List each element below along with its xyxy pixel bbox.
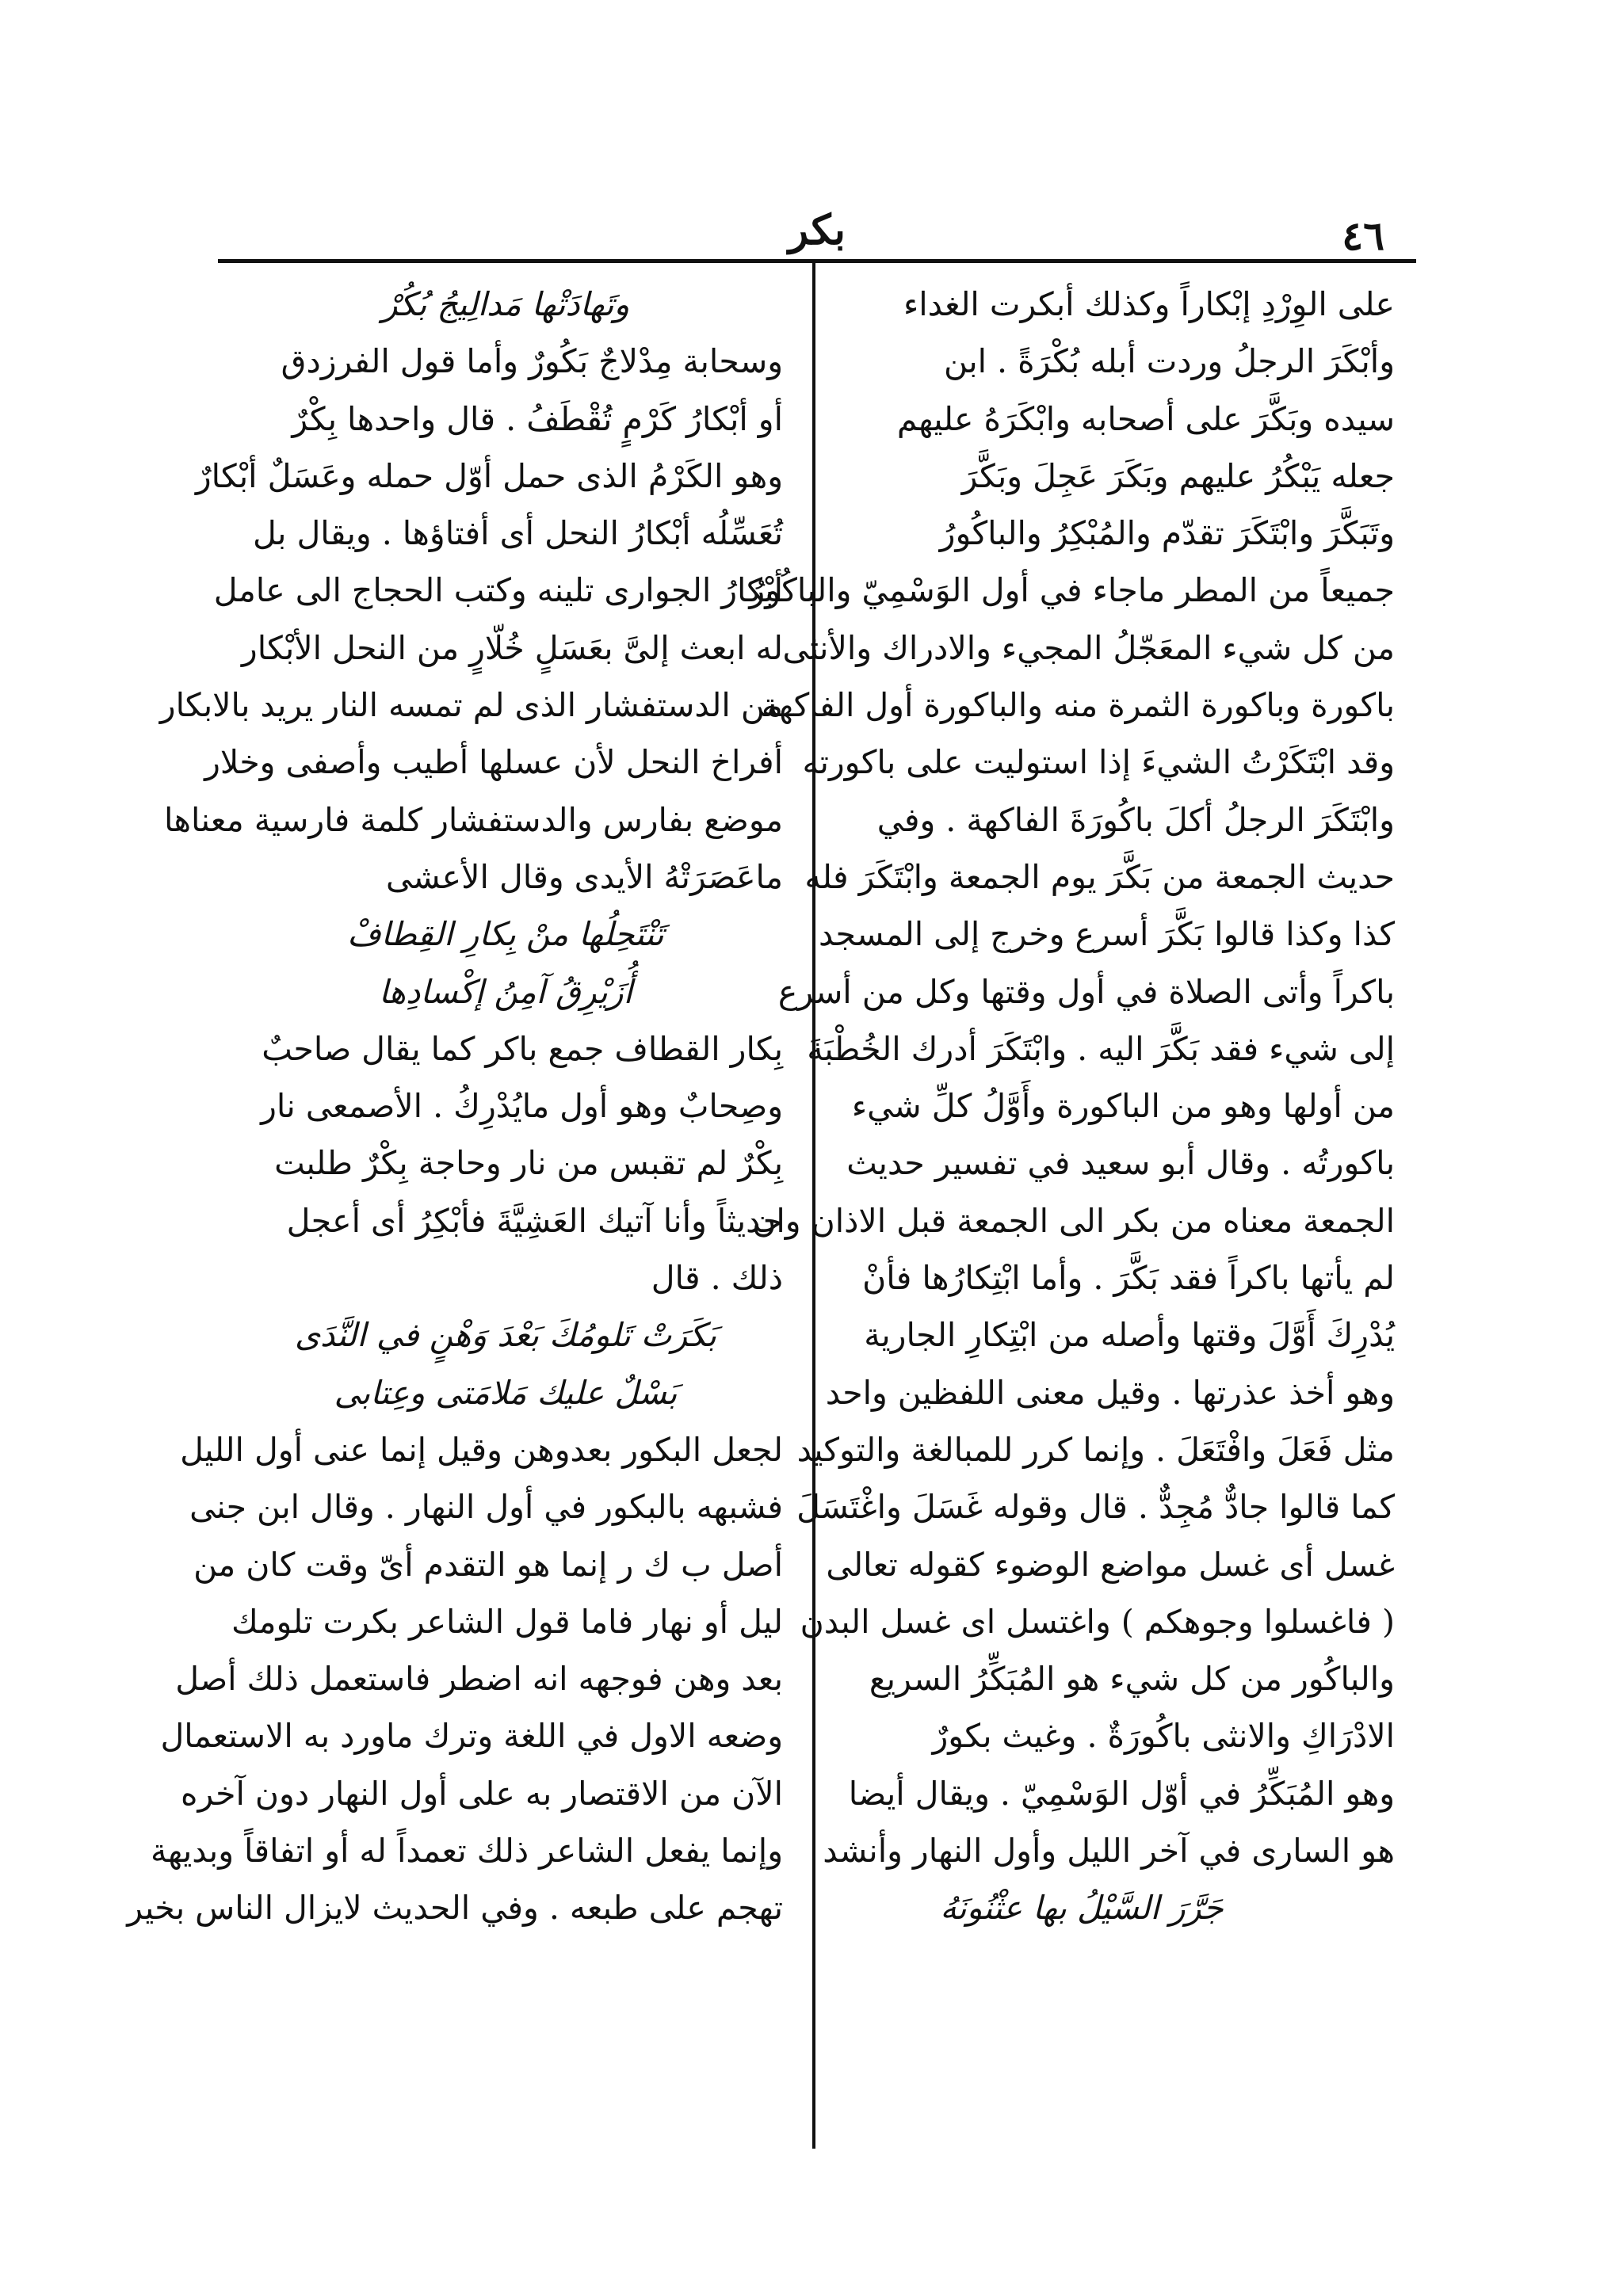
text-line: وتَبَكَّرَ وابْتَكَرَ تقدّم والمُبْكِرُ والباكُورُ: [939, 514, 1395, 553]
page-number: ٤٦: [1342, 212, 1384, 259]
text-line: أصل ب ك ر إنما هو التقدم أىّ وقت كان من: [193, 1545, 783, 1584]
verse-line: تَنْتَحِلُها منْ بِكارِ القِطافْ: [347, 915, 664, 954]
text-line: بِكْرٌ لم تقبس من نار وحاجة بِكْرٌ طلبت: [274, 1144, 783, 1183]
text-line: وإنما يفعل الشاعر ذلك تعمداً له أو اتفاقاً وبديهة: [151, 1832, 783, 1871]
text-line: جميعاً من المطر ماجاء في أول الوَسْمِيّ والباكُورُ: [749, 571, 1395, 610]
left-column: [127, 276, 783, 1937]
text-line: باكورة وباكورة الثمرة منه والباكورة أول الفاكهة: [761, 686, 1395, 725]
text-line: غسل أى غسل مواضع الوضوء كقوله تعالى: [826, 1545, 1395, 1584]
right-column: [749, 276, 1395, 1937]
verse-line: جَرَّرَ السَّيْلُ بها عثْنُونَهُ: [940, 1889, 1224, 1928]
text-line: باكورتُه . وقال أبو سعيد في تفسير حديث: [846, 1144, 1395, 1183]
text-line: ( فاغسلوا وجوهكم ) واغتسل اى غسل البدن: [800, 1602, 1395, 1641]
text-line: أو أبْكارُ كَرْمٍ تُقْطَفُ . قال واحدها بِكْرٌ: [292, 399, 783, 438]
verse-line: بَكَرَتْ تَلومُكَ بَعْدَ وَهْنٍ في النَّدَى: [294, 1316, 717, 1355]
text-line: لم يأتها باكراً فقد بَكَّرَ . وأما ابْتِكارُها فأنْ: [862, 1259, 1395, 1298]
text-line: من أولها وهو من الباكورة وأَوَّلُ كلِّ شيء: [851, 1087, 1395, 1126]
text-line: بِكار القطاف جمع باكر كما يقال صاحبٌ: [262, 1029, 783, 1068]
text-line: ليل أو نهار فاما قول الشاعر بكرت تلومك: [231, 1602, 783, 1641]
text-line: تُعَسِّلُه أبْكارُ النحل أى أفتاؤها . ويقال بل: [252, 514, 783, 553]
text-line: وابْتَكَرَ الرجلُ أكلَ باكُورَةَ الفاكهة . وفي: [876, 800, 1395, 839]
text-line: يُدْرِكَ أَوَّلَ وقتها وأصله من ابْتِكارِ الجارية: [864, 1316, 1395, 1355]
text-line: حديث الجمعة من بَكَّرَ يوم الجمعة وابْتَكَرَ فله: [804, 857, 1395, 896]
text-line: موضع بفارس والدستفشار كلمة فارسية معناها: [163, 800, 783, 839]
text-line: الجمعة معناه من بكر الى الجمعة قبل الاذان وان: [752, 1201, 1395, 1240]
text-line: كذا وكذا قالوا بَكَّرَ أسرع وخرج إلى المسجد: [819, 915, 1395, 954]
text-line: لجعل البكور بعدوهن وقيل إنما عنى أول الليل: [180, 1430, 783, 1469]
text-line: أفراخ النحل لأن عسلها أطيب وأصفى وخلار: [204, 743, 783, 782]
verse-line: أُزَيْرِقُ آمِنُ إكْسادِها: [378, 972, 632, 1011]
verse-line: وتَهادَتْها مَدالِيجُ بُكُرْ: [381, 285, 630, 323]
header-rule: [218, 259, 1416, 263]
text-line: وهو أخذ عذرتها . وقيل معنى اللفظين واحد: [825, 1373, 1395, 1412]
text-line: وهو الكَرْمُ الذى حمل أوّل حمله وعَسَلٌ أبْكارٌ: [195, 456, 783, 495]
text-line: كما قالوا جادٌّ مُجِدٌّ . قال وقوله غَسَلَ واغْتَسَلَ: [796, 1488, 1395, 1527]
verse-line: بَسْلٌ عليك مَلامَتى وعِتابى: [334, 1373, 678, 1412]
text-line: وضعه الاول في اللغة وترك ماورد به الاستعمال: [160, 1717, 783, 1756]
text-line: سيده وبَكَّرَ على أصحابه وابْكَرَهُ عليهم: [896, 399, 1395, 438]
text-line: والباكُور من كل شيء هو المُبَكِّرُ السريع: [869, 1660, 1395, 1699]
text-line: من الدستفشار الذى لم تمسه النار يريد بالابكار: [159, 686, 783, 725]
text-line: له ابعث إلىَّ بعَسَلٍ خُلّارٍ من النحل الأبْكار: [241, 628, 783, 667]
text-line: فشبهه بالبكور في أول النهار . وقال ابن جنى: [189, 1488, 783, 1527]
text-line: جعله يَبْكُرُ عليهم وبَكَرَ عَجِلَ وبَكَّرَ: [961, 456, 1395, 495]
text-line: الآن من الاقتصار به على أول النهار دون آخره: [181, 1774, 783, 1813]
text-line: وصِحابٌ وهو أول مايُدْرِكُ . الأصمعى نار: [261, 1087, 783, 1126]
text-line: هو السارى في آخر الليل وأول النهار وأنشد: [823, 1832, 1395, 1871]
text-line: الادْرَاكِ والانثى باكُورَةٌ . وغيث بكورٌ: [932, 1717, 1395, 1756]
text-line: ذلك . قال: [651, 1259, 783, 1298]
text-line: وسحابة مِدْلاجٌ بَكُورٌ وأما قول الفرزدق: [281, 342, 783, 381]
text-line: وهو المُبَكِّرُ في أوّل الوَسْمِيّ . ويقال أيضا: [848, 1774, 1395, 1813]
running-head: بكر: [789, 206, 846, 254]
text-line: مثل فَعَلَ وافْتَعَلَ . وإنما كرر للمبالغة والتوكيد: [796, 1430, 1395, 1469]
text-line: أبْكارُ الجوارى تلينه وكتب الحجاج الى عامل: [213, 571, 783, 610]
page-header: [218, 189, 1416, 260]
text-line: على الوِرْدِ إبْكاراً وكذلك أبكرت الغداء: [903, 285, 1395, 323]
text-line: من كل شيء المعَجّلُ المجيء والادراك والأنثى: [782, 628, 1395, 667]
text-line: إلى شيء فقد بَكَّرَ اليه . وابْتَكَرَ أدرك الخُطْبَةَ: [807, 1029, 1395, 1068]
text-line: ماعَصَرَتْهُ الأيدى وقال الأعشى: [385, 857, 783, 896]
text-line: حديثاً وأنا آتيك العَشِيَّةَ فأبْكِرُ أى أعجل: [286, 1201, 783, 1240]
text-line: وقد ابْتَكَرْتُ الشيءَ إذا استوليت على باكورته: [802, 743, 1395, 782]
text-line: بعد وهن فوجهه انه اضطر فاستعمل ذلك أصل: [175, 1660, 783, 1699]
text-line: وأبْكَرَ الرجلُ وردت أبله بُكْرَةً . ابن: [944, 342, 1395, 381]
text-line: باكراً وأتى الصلاة في أول وقتها وكل من أسرع: [777, 972, 1395, 1011]
text-line: تهجم على طبعه . وفي الحديث لايزال الناس بخير: [127, 1889, 783, 1928]
